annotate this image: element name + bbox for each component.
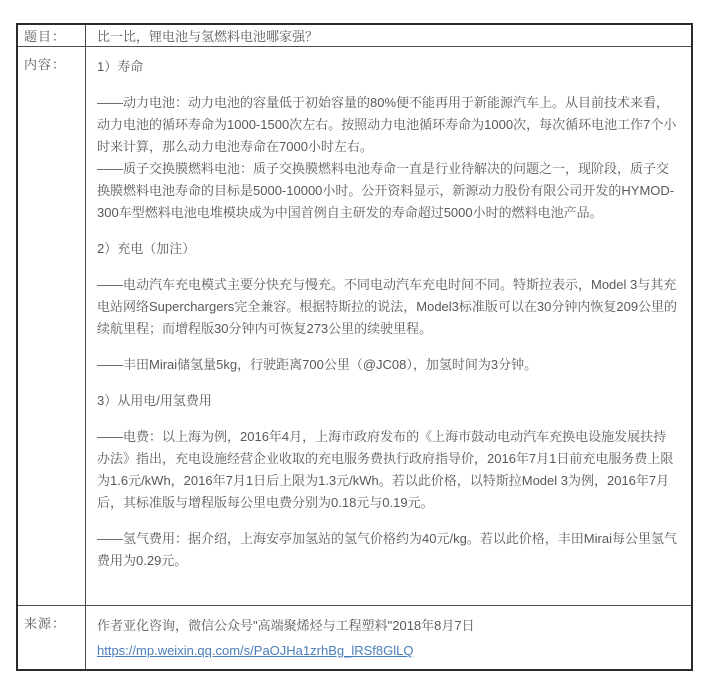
content-paragraph: 3）从用电/用氢费用	[97, 393, 212, 408]
source-link-line	[97, 638, 679, 663]
content-row-label: 内容：	[18, 47, 86, 605]
title-row	[18, 25, 691, 47]
content-paragraph: 2）充电（加注）	[97, 241, 196, 256]
content-paragraph: ——动力电池：动力电池的容量低于初始容量的80%便不能再用于新能源汽车上。从目前技术来看，动力电池的循环寿命为1000-1500次左右。按照动力电池循环寿命为1000次，每次循环电池工作7个小时来计算，那么动力电池寿命在7000小时左右。	[97, 95, 677, 154]
content-paragraph: ——质子交换膜燃料电池：质子交换膜燃料电池寿命一直是行业待解决的问题之一，现阶段，质子交换膜燃料电池寿命的目标是5000-10000小时。公开资料显示，新源动力股份有限公司开发的HYMOD-300车型燃料电池电堆模块成为中国首例自主研发的寿命超过5000小时的燃料电池产品。	[97, 161, 675, 220]
document-title: 比一比，锂电池与氢燃料电池哪家强？	[97, 29, 319, 44]
content-paragraph: ——丰田Mirai储氢量5kg，行驶距离700公里（@JC08），加氢时间为3分钟。	[97, 357, 538, 372]
source-link[interactable]: https://mp.weixin.qq.com/s/PaOJHa1zrhBg_lRSf8GlLQ	[97, 643, 414, 658]
source-row-label: 来源：	[18, 606, 86, 669]
content-paragraph: 1）寿命	[97, 59, 144, 74]
content-paragraph: ——氢气费用：据介绍，上海安亭加氢站的氢气价格约为40元/kg。若以此价格，丰田Mirai每公里氢气费用为0.29元。	[97, 531, 677, 568]
source-row	[18, 606, 691, 669]
source-cell	[86, 606, 691, 669]
content-row	[18, 47, 691, 606]
content-cell	[86, 47, 691, 605]
source-attribution: 作者亚化咨询，微信公众号"高端聚烯烃与工程塑料"2018年8月7日	[97, 618, 475, 633]
document-table	[16, 23, 693, 671]
title-row-label: 题目：	[18, 25, 86, 46]
content-paragraph: ——电动汽车充电模式主要分快充与慢充。不同电动汽车充电时间不同。特斯拉表示，Model 3与其充电站网络Superchargers完全兼容。根据特斯拉的说法，Model3标准版可以在30分钟内恢复209公里的续航里程；而增程版30分钟内可恢复273公里的续驶里程。	[97, 277, 678, 336]
content-paragraph: ——电费：以上海为例，2016年4月，上海市政府发布的《上海市鼓动电动汽车充换电设施发展扶持办法》指出，充电设施经营企业收取的充电服务费执行政府指导价，2016年7月1日前充电服务费上限为1.6元/kWh，2016年7月1日后上限为1.3元/kWh。若以此价格，以特斯拉Model 3为例，2016年7月后，其标准版与增程版每公里电费分别为0.18元与0.19元。	[97, 429, 674, 510]
